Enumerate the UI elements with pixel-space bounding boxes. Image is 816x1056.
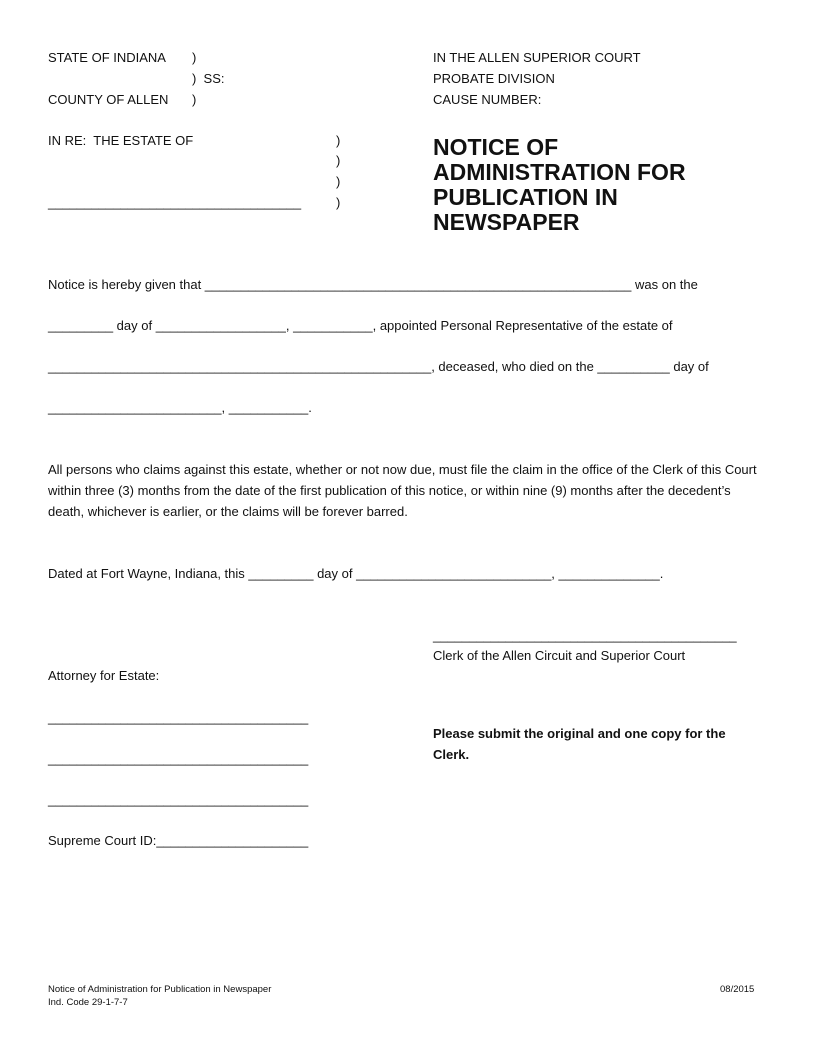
- notice-line-3: _____________________________________________________, deceased, who died on the __________ day of: [48, 359, 709, 374]
- court-division: PROBATE DIVISION: [433, 71, 555, 86]
- title-line: NEWSPAPER: [433, 209, 580, 235]
- in-re-paren: ): [336, 195, 341, 210]
- document-title: [433, 135, 733, 235]
- caption-county: COUNTY OF ALLEN: [48, 92, 169, 107]
- footer-form-name: Notice of Administration for Publication in Newspaper: [48, 984, 272, 995]
- attorney-line: ____________________________________: [48, 792, 309, 807]
- clerk-signature-line: __________________________________________: [433, 628, 737, 643]
- in-re-label: IN RE: THE ESTATE OF: [48, 133, 194, 148]
- caption-paren: ): [192, 92, 197, 107]
- dated-line: Dated at Fort Wayne, Indiana, this _________ day of ___________________________, ______________.: [48, 566, 664, 581]
- in-re-paren: ): [336, 153, 341, 168]
- attorney-label: Attorney for Estate:: [48, 668, 160, 683]
- attorney-line: ____________________________________: [48, 751, 309, 766]
- court-name: IN THE ALLEN SUPERIOR COURT: [433, 50, 641, 65]
- attorney-line: ____________________________________: [48, 710, 309, 725]
- caption-state: STATE OF INDIANA: [48, 50, 166, 65]
- in-re-paren: ): [336, 174, 341, 189]
- notice-line-2: _________ day of __________________, ___________, appointed Personal Representative of the estate of: [48, 318, 673, 333]
- notice-line-1: Notice is hereby given that ___________________________________________________________ was on the: [48, 277, 698, 292]
- caption-ss: ) SS:: [192, 71, 225, 86]
- supreme-court-id-line: Supreme Court ID:_____________________: [48, 833, 309, 848]
- title-line: ADMINISTRATION FOR: [433, 159, 686, 185]
- claims-paragraph: All persons who claims against this estate, whether or not now due, must file the claim in the office of the Clerk of this Court within three (3) months from the date of the first publication of this notice, or within nine (9) months after the decedent’s death, whichever is earlier, or the claims will be forever barred.: [48, 462, 757, 519]
- caption-paren: ): [192, 50, 197, 65]
- in-re-paren: ): [336, 133, 341, 148]
- title-line: PUBLICATION IN: [433, 184, 618, 210]
- footer-date: 08/2015: [720, 984, 755, 995]
- notice-line-4: ________________________, ___________.: [48, 400, 312, 415]
- cause-number-label: CAUSE NUMBER:: [433, 92, 542, 107]
- footer-code: Ind. Code 29-1-7-7: [48, 997, 128, 1008]
- submit-note: Please submit the original and one copy for the Clerk.: [433, 726, 726, 762]
- title-line: NOTICE OF: [433, 134, 559, 160]
- clerk-label: Clerk of the Allen Circuit and Superior Court: [433, 648, 686, 663]
- estate-name-line: ___________________________________: [48, 195, 302, 210]
